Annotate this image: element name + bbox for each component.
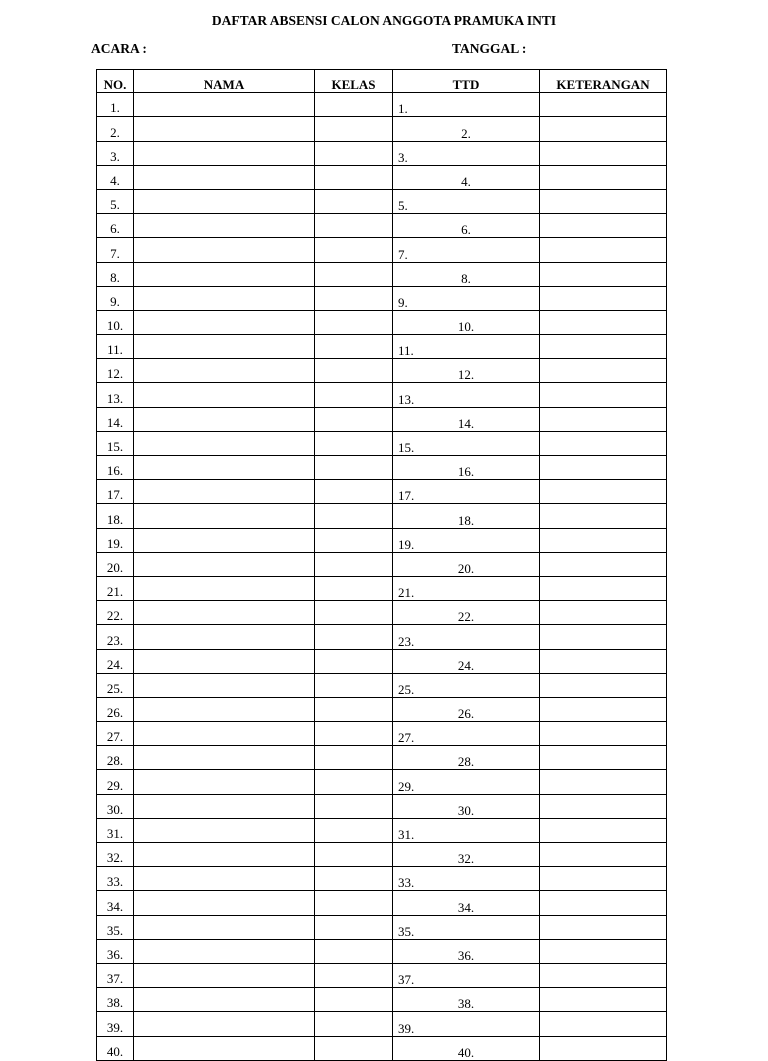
nama-cell (134, 1036, 315, 1060)
row-number-cell: 3. (97, 141, 134, 165)
keterangan-cell (540, 431, 667, 455)
kelas-cell (315, 794, 393, 818)
nama-cell (134, 867, 315, 891)
keterangan-cell (540, 189, 667, 213)
kelas-cell (315, 625, 393, 649)
row-number-cell: 36. (97, 939, 134, 963)
nama-cell (134, 722, 315, 746)
kelas-cell (315, 528, 393, 552)
nama-cell (134, 117, 315, 141)
nama-cell (134, 649, 315, 673)
ttd-cell: 13. (393, 383, 540, 407)
table-row (97, 504, 667, 528)
keterangan-cell (540, 722, 667, 746)
nama-cell (134, 141, 315, 165)
nama-cell (134, 939, 315, 963)
keterangan-cell (540, 649, 667, 673)
row-number-cell: 13. (97, 383, 134, 407)
row-number-cell: 14. (97, 407, 134, 431)
ttd-cell: 33. (393, 867, 540, 891)
nama-cell (134, 988, 315, 1012)
row-number-cell: 35. (97, 915, 134, 939)
nama-cell (134, 189, 315, 213)
row-number-cell: 30. (97, 794, 134, 818)
nama-cell (134, 165, 315, 189)
kelas-cell (315, 746, 393, 770)
ttd-cell: 27. (393, 722, 540, 746)
row-number-cell: 12. (97, 359, 134, 383)
keterangan-cell (540, 552, 667, 576)
table-row (97, 746, 667, 770)
table-row (97, 238, 667, 262)
kelas-cell (315, 407, 393, 431)
keterangan-cell (540, 165, 667, 189)
kelas-cell (315, 310, 393, 334)
kelas-cell (315, 722, 393, 746)
row-number-cell: 9. (97, 286, 134, 310)
nama-cell (134, 601, 315, 625)
ttd-cell: 25. (393, 673, 540, 697)
row-number-cell: 16. (97, 456, 134, 480)
nama-cell (134, 431, 315, 455)
table-row (97, 480, 667, 504)
kelas-cell (315, 867, 393, 891)
table-row (97, 1036, 667, 1060)
kelas-cell (315, 93, 393, 117)
table-row (97, 722, 667, 746)
kelas-cell (315, 818, 393, 842)
kelas-cell (315, 576, 393, 600)
row-number-cell: 38. (97, 988, 134, 1012)
keterangan-cell (540, 1036, 667, 1060)
kelas-cell (315, 238, 393, 262)
row-number-cell: 27. (97, 722, 134, 746)
ttd-cell: 16. (393, 456, 540, 480)
ttd-cell: 30. (393, 794, 540, 818)
kelas-cell (315, 117, 393, 141)
ttd-cell: 8. (393, 262, 540, 286)
header-keterangan: KETERANGAN (540, 70, 667, 93)
table-header-row (97, 70, 667, 93)
row-number-cell: 39. (97, 1012, 134, 1036)
row-number-cell: 17. (97, 480, 134, 504)
keterangan-cell (540, 359, 667, 383)
keterangan-cell (540, 746, 667, 770)
keterangan-cell (540, 310, 667, 334)
keterangan-cell (540, 843, 667, 867)
nama-cell (134, 383, 315, 407)
kelas-cell (315, 963, 393, 987)
ttd-cell: 3. (393, 141, 540, 165)
nama-cell (134, 915, 315, 939)
nama-cell (134, 310, 315, 334)
kelas-cell (315, 456, 393, 480)
ttd-cell: 12. (393, 359, 540, 383)
ttd-cell: 6. (393, 214, 540, 238)
kelas-cell (315, 939, 393, 963)
row-number-cell: 37. (97, 963, 134, 987)
table-row (97, 770, 667, 794)
kelas-cell (315, 601, 393, 625)
row-number-cell: 31. (97, 818, 134, 842)
row-number-cell: 7. (97, 238, 134, 262)
table-row (97, 601, 667, 625)
nama-cell (134, 214, 315, 238)
keterangan-cell (540, 214, 667, 238)
table-row (97, 625, 667, 649)
table-row (97, 552, 667, 576)
header-kelas: KELAS (315, 70, 393, 93)
table-row (97, 310, 667, 334)
table-row (97, 988, 667, 1012)
keterangan-cell (540, 794, 667, 818)
keterangan-cell (540, 988, 667, 1012)
kelas-cell (315, 552, 393, 576)
keterangan-cell (540, 262, 667, 286)
ttd-cell: 17. (393, 480, 540, 504)
table-row (97, 697, 667, 721)
kelas-cell (315, 770, 393, 794)
nama-cell (134, 843, 315, 867)
table-row (97, 649, 667, 673)
ttd-cell: 38. (393, 988, 540, 1012)
kelas-cell (315, 1036, 393, 1060)
ttd-cell: 21. (393, 576, 540, 600)
table-row (97, 843, 667, 867)
row-number-cell: 22. (97, 601, 134, 625)
row-number-cell: 21. (97, 576, 134, 600)
row-number-cell: 40. (97, 1036, 134, 1060)
kelas-cell (315, 431, 393, 455)
kelas-cell (315, 189, 393, 213)
keterangan-cell (540, 625, 667, 649)
nama-cell (134, 673, 315, 697)
keterangan-cell (540, 456, 667, 480)
nama-cell (134, 818, 315, 842)
keterangan-cell (540, 673, 667, 697)
kelas-cell (315, 649, 393, 673)
row-number-cell: 5. (97, 189, 134, 213)
table-row (97, 939, 667, 963)
nama-cell (134, 963, 315, 987)
ttd-cell: 26. (393, 697, 540, 721)
keterangan-cell (540, 867, 667, 891)
kelas-cell (315, 286, 393, 310)
table-row (97, 335, 667, 359)
row-number-cell: 11. (97, 335, 134, 359)
row-number-cell: 19. (97, 528, 134, 552)
nama-cell (134, 407, 315, 431)
kelas-cell (315, 673, 393, 697)
ttd-cell: 7. (393, 238, 540, 262)
keterangan-cell (540, 818, 667, 842)
keterangan-cell (540, 891, 667, 915)
table-row (97, 891, 667, 915)
table-row (97, 576, 667, 600)
row-number-cell: 20. (97, 552, 134, 576)
keterangan-cell (540, 141, 667, 165)
keterangan-cell (540, 238, 667, 262)
table-row (97, 915, 667, 939)
ttd-cell: 29. (393, 770, 540, 794)
keterangan-cell (540, 480, 667, 504)
table-row (97, 383, 667, 407)
header-no: NO. (97, 70, 134, 93)
row-number-cell: 28. (97, 746, 134, 770)
nama-cell (134, 697, 315, 721)
ttd-cell: 4. (393, 165, 540, 189)
keterangan-cell (540, 601, 667, 625)
row-number-cell: 2. (97, 117, 134, 141)
table-row (97, 165, 667, 189)
keterangan-cell (540, 93, 667, 117)
ttd-cell: 31. (393, 818, 540, 842)
table-row (97, 93, 667, 117)
row-number-cell: 18. (97, 504, 134, 528)
tanggal-label: TANGGAL : (452, 41, 527, 56)
table-row (97, 431, 667, 455)
nama-cell (134, 262, 315, 286)
ttd-cell: 36. (393, 939, 540, 963)
row-number-cell: 24. (97, 649, 134, 673)
keterangan-cell (540, 286, 667, 310)
ttd-cell: 37. (393, 963, 540, 987)
ttd-cell: 40. (393, 1036, 540, 1060)
acara-label: ACARA : (91, 41, 147, 56)
keterangan-cell (540, 383, 667, 407)
nama-cell (134, 576, 315, 600)
ttd-cell: 15. (393, 431, 540, 455)
keterangan-cell (540, 407, 667, 431)
keterangan-cell (540, 770, 667, 794)
kelas-cell (315, 335, 393, 359)
table-row (97, 867, 667, 891)
table-row (97, 141, 667, 165)
ttd-cell: 2. (393, 117, 540, 141)
row-number-cell: 29. (97, 770, 134, 794)
table-row (97, 286, 667, 310)
nama-cell (134, 891, 315, 915)
ttd-cell: 24. (393, 649, 540, 673)
row-number-cell: 4. (97, 165, 134, 189)
table-row (97, 673, 667, 697)
kelas-cell (315, 891, 393, 915)
nama-cell (134, 746, 315, 770)
document-title: DAFTAR ABSENSI CALON ANGGOTA PRAMUKA INTI (211, 13, 557, 28)
header-nama: NAMA (134, 70, 315, 93)
table-row (97, 117, 667, 141)
ttd-cell: 5. (393, 189, 540, 213)
keterangan-cell (540, 697, 667, 721)
nama-cell (134, 359, 315, 383)
keterangan-cell (540, 117, 667, 141)
table-row (97, 214, 667, 238)
nama-cell (134, 93, 315, 117)
nama-cell (134, 238, 315, 262)
table-row (97, 359, 667, 383)
keterangan-cell (540, 504, 667, 528)
kelas-cell (315, 988, 393, 1012)
row-number-cell: 8. (97, 262, 134, 286)
ttd-cell: 28. (393, 746, 540, 770)
keterangan-cell (540, 335, 667, 359)
nama-cell (134, 480, 315, 504)
ttd-cell: 32. (393, 843, 540, 867)
kelas-cell (315, 141, 393, 165)
kelas-cell (315, 697, 393, 721)
nama-cell (134, 335, 315, 359)
ttd-cell: 14. (393, 407, 540, 431)
table-row (97, 407, 667, 431)
kelas-cell (315, 262, 393, 286)
ttd-cell: 10. (393, 310, 540, 334)
row-number-cell: 10. (97, 310, 134, 334)
keterangan-cell (540, 939, 667, 963)
table-row (97, 456, 667, 480)
nama-cell (134, 528, 315, 552)
row-number-cell: 1. (97, 93, 134, 117)
kelas-cell (315, 915, 393, 939)
header-ttd: TTD (393, 70, 540, 93)
table-row (97, 794, 667, 818)
ttd-cell: 39. (393, 1012, 540, 1036)
table-row (97, 963, 667, 987)
ttd-cell: 9. (393, 286, 540, 310)
row-number-cell: 25. (97, 673, 134, 697)
ttd-cell: 34. (393, 891, 540, 915)
table-row (97, 189, 667, 213)
keterangan-cell (540, 528, 667, 552)
kelas-cell (315, 480, 393, 504)
attendance-table (96, 69, 667, 1061)
nama-cell (134, 552, 315, 576)
table-row (97, 818, 667, 842)
ttd-cell: 18. (393, 504, 540, 528)
nama-cell (134, 456, 315, 480)
row-number-cell: 23. (97, 625, 134, 649)
nama-cell (134, 504, 315, 528)
row-number-cell: 15. (97, 431, 134, 455)
keterangan-cell (540, 915, 667, 939)
ttd-cell: 23. (393, 625, 540, 649)
nama-cell (134, 625, 315, 649)
table-row (97, 262, 667, 286)
row-number-cell: 33. (97, 867, 134, 891)
kelas-cell (315, 843, 393, 867)
row-number-cell: 26. (97, 697, 134, 721)
row-number-cell: 32. (97, 843, 134, 867)
row-number-cell: 34. (97, 891, 134, 915)
keterangan-cell (540, 963, 667, 987)
kelas-cell (315, 214, 393, 238)
row-number-cell: 6. (97, 214, 134, 238)
nama-cell (134, 794, 315, 818)
keterangan-cell (540, 576, 667, 600)
ttd-cell: 1. (393, 93, 540, 117)
ttd-cell: 20. (393, 552, 540, 576)
kelas-cell (315, 504, 393, 528)
kelas-cell (315, 165, 393, 189)
ttd-cell: 19. (393, 528, 540, 552)
nama-cell (134, 286, 315, 310)
ttd-cell: 35. (393, 915, 540, 939)
kelas-cell (315, 359, 393, 383)
ttd-cell: 22. (393, 601, 540, 625)
table-row (97, 528, 667, 552)
ttd-cell: 11. (393, 335, 540, 359)
nama-cell (134, 770, 315, 794)
kelas-cell (315, 383, 393, 407)
